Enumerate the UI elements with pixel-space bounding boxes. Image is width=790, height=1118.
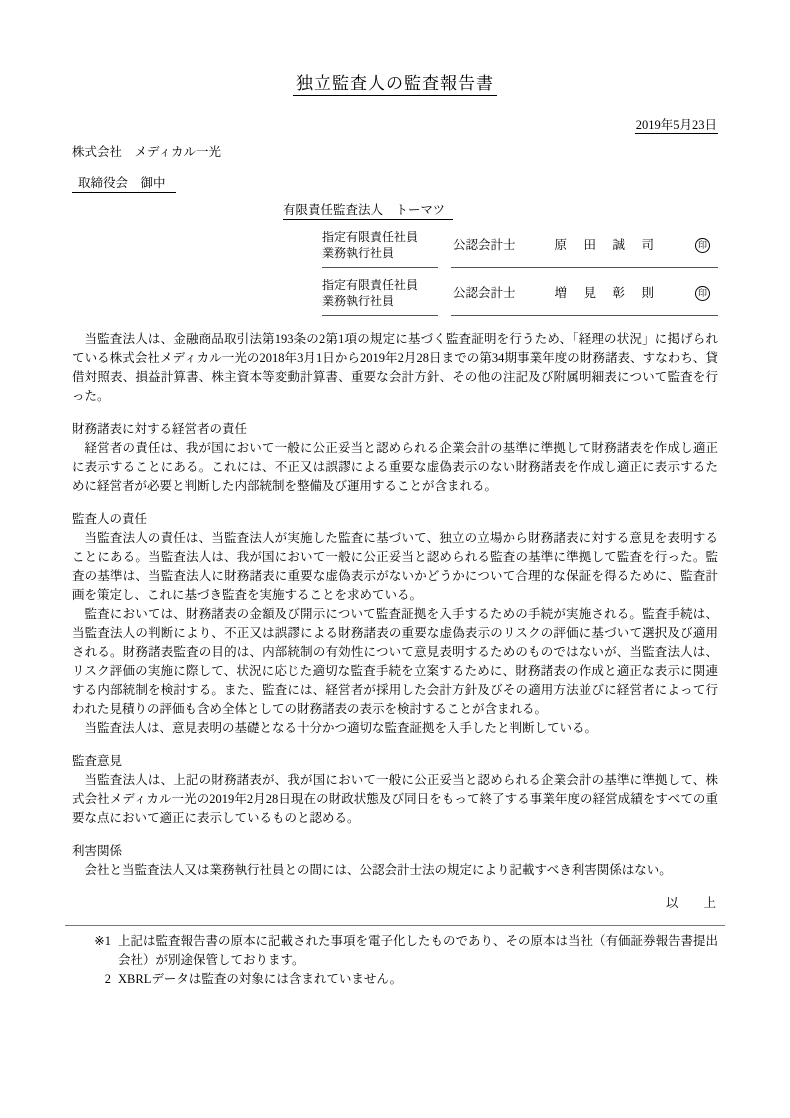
seal-icon: 印 (695, 238, 710, 253)
signatory-role-line1: 指定有限責任社員 (322, 230, 419, 244)
signatory-role (322, 230, 438, 268)
page-title (72, 72, 718, 96)
audit-firm-name (283, 201, 718, 220)
footnotes (72, 932, 718, 989)
section-paragraph: 当監査法人は、意見表明の基礎となる十分かつ適切な監査証拠を入手したと判断している。 (84, 721, 598, 735)
signature-row-2 (322, 278, 718, 316)
signature-row-1 (322, 230, 718, 268)
section-heading-audit-opinion: 監査意見 (72, 754, 123, 768)
footnote-item (72, 970, 718, 989)
section-paragraph: 当監査法人の責任は、当監査法人が実施した監査に基づいて、独立の立場から財務諸表に対する意見を表明することにある。当監査法人は、我が国において一般に公正妥当と認められる監査の基準に準拠して監査を行った。監査の基準は、当監査法人に財務諸表に重要な虚偽表示がないかどうかについて合理的な保証を得るために、監査計画を策定し、これに基づき監査を実施することを求めている。 (72, 531, 718, 602)
page-title-text: 独立監査人の監査報告書 (293, 74, 497, 96)
section-heading-auditor-responsibility: 監査人の責任 (72, 512, 148, 526)
section-heading-interests: 利害関係 (72, 844, 123, 858)
signatory-role (322, 278, 438, 316)
section-paragraph: 監査においては、財務諸表の金額及び開示について監査証拠を入手するための手続が実施される。監査手続は、当監査法人の判断により、不正又は誤謬による財務諸表の重要な虚偽表示のリスクの評価に基づいて選択及び適用される。財務諸表監査の目的は、内部統制の有効性について意見表明するためのものではないが、当監査法人は、リスク評価の実施に際して、状況に応じた適切な監査手続を立案するために、財務諸表の作成と適正な表示に関連する内部統制を検討する。また、監査には、経営者が採用した会計方針及びその適用方法並びに経営者によって行われた見積りの評価も含め全体としての財務諸表の表示を検討することが含まれる。 (72, 607, 718, 716)
footnote-item (72, 932, 718, 970)
signatory-title: 公認会計士 (453, 238, 516, 252)
report-date (72, 116, 718, 135)
section-heading-management-responsibility: 財務諸表に対する経営者の責任 (72, 422, 248, 436)
footnote-divider (65, 925, 725, 926)
closing-mark: 以 上 (665, 896, 716, 910)
footnote-text: 上記は監査報告書の原本に記載された事項を電子化したものであり、その原本は当社（有価証券報告書提出会社）が別途保管しております。 (118, 934, 719, 967)
audit-firm-text: 有限責任監査法人 トーマツ (283, 203, 453, 220)
report-body (72, 330, 718, 913)
section-paragraph: 経営者の責任は、我が国において一般に公正妥当と認められる企業会計の基準に準拠して財務諸表を作成し適正に表示することにある。これには、不正又は誤謬による重要な虚偽表示のない財務諸表を作成し適正に表示するために経営者が必要と判断した内部統制を整備及び運用することが含まれる。 (72, 441, 718, 493)
signatory-role-line1: 指定有限責任社員 (322, 278, 419, 292)
footnote-marker: 2 (104, 972, 111, 986)
report-date-text: 2019年5月23日 (635, 118, 717, 132)
addressee-board-text: 取締役会 御中 (72, 176, 176, 193)
signatory-title: 公認会計士 (453, 286, 516, 300)
seal-icon: 印 (695, 286, 710, 301)
footnote-marker: ※1 (94, 934, 111, 948)
section-paragraph: 会社と当監査法人又は業務執行社員との間には、公認会計士法の規定により記載すべき利害関係はない。 (84, 863, 672, 877)
signatory-name: 原 田 誠 司 (554, 238, 657, 252)
intro-paragraph: 当監査法人は、金融商品取引法第193条の2第1項の規定に基づく監査証明を行うため、「経理の状況」に掲げられている株式会社メディカル一光の2018年3月1日から2019年2月28日までの第34期事業年度の財務諸表、すなわち、貸借対照表、損益計算書、株主資本等変動計算書、重要な会計方針、その他の注記及び附属明細表について監査を行った。 (72, 332, 718, 403)
signatory-name-line (451, 278, 718, 316)
section-paragraph: 当監査法人は、上記の財務諸表が、我が国において一般に公正妥当と認められる企業会計の基準に準拠して、株式会社メディカル一光の2019年2月28日現在の財政状態及び同日をもって終了する事業年度の経営成績をすべての重要な点において適正に表示しているものと認める。 (72, 773, 718, 825)
signatory-role-line2: 業務執行社員 (322, 293, 395, 308)
footnote-text: XBRLデータは監査の対象には含まれていません。 (118, 972, 403, 986)
addressee-board (72, 174, 718, 193)
signatory-name: 増 見 彰 則 (554, 286, 657, 300)
signature-block (322, 230, 718, 316)
addressee-company: 株式会社 メディカル一光 (72, 145, 222, 159)
signatory-name-line (451, 230, 718, 268)
signatory-role-line2: 業務執行社員 (322, 245, 395, 260)
